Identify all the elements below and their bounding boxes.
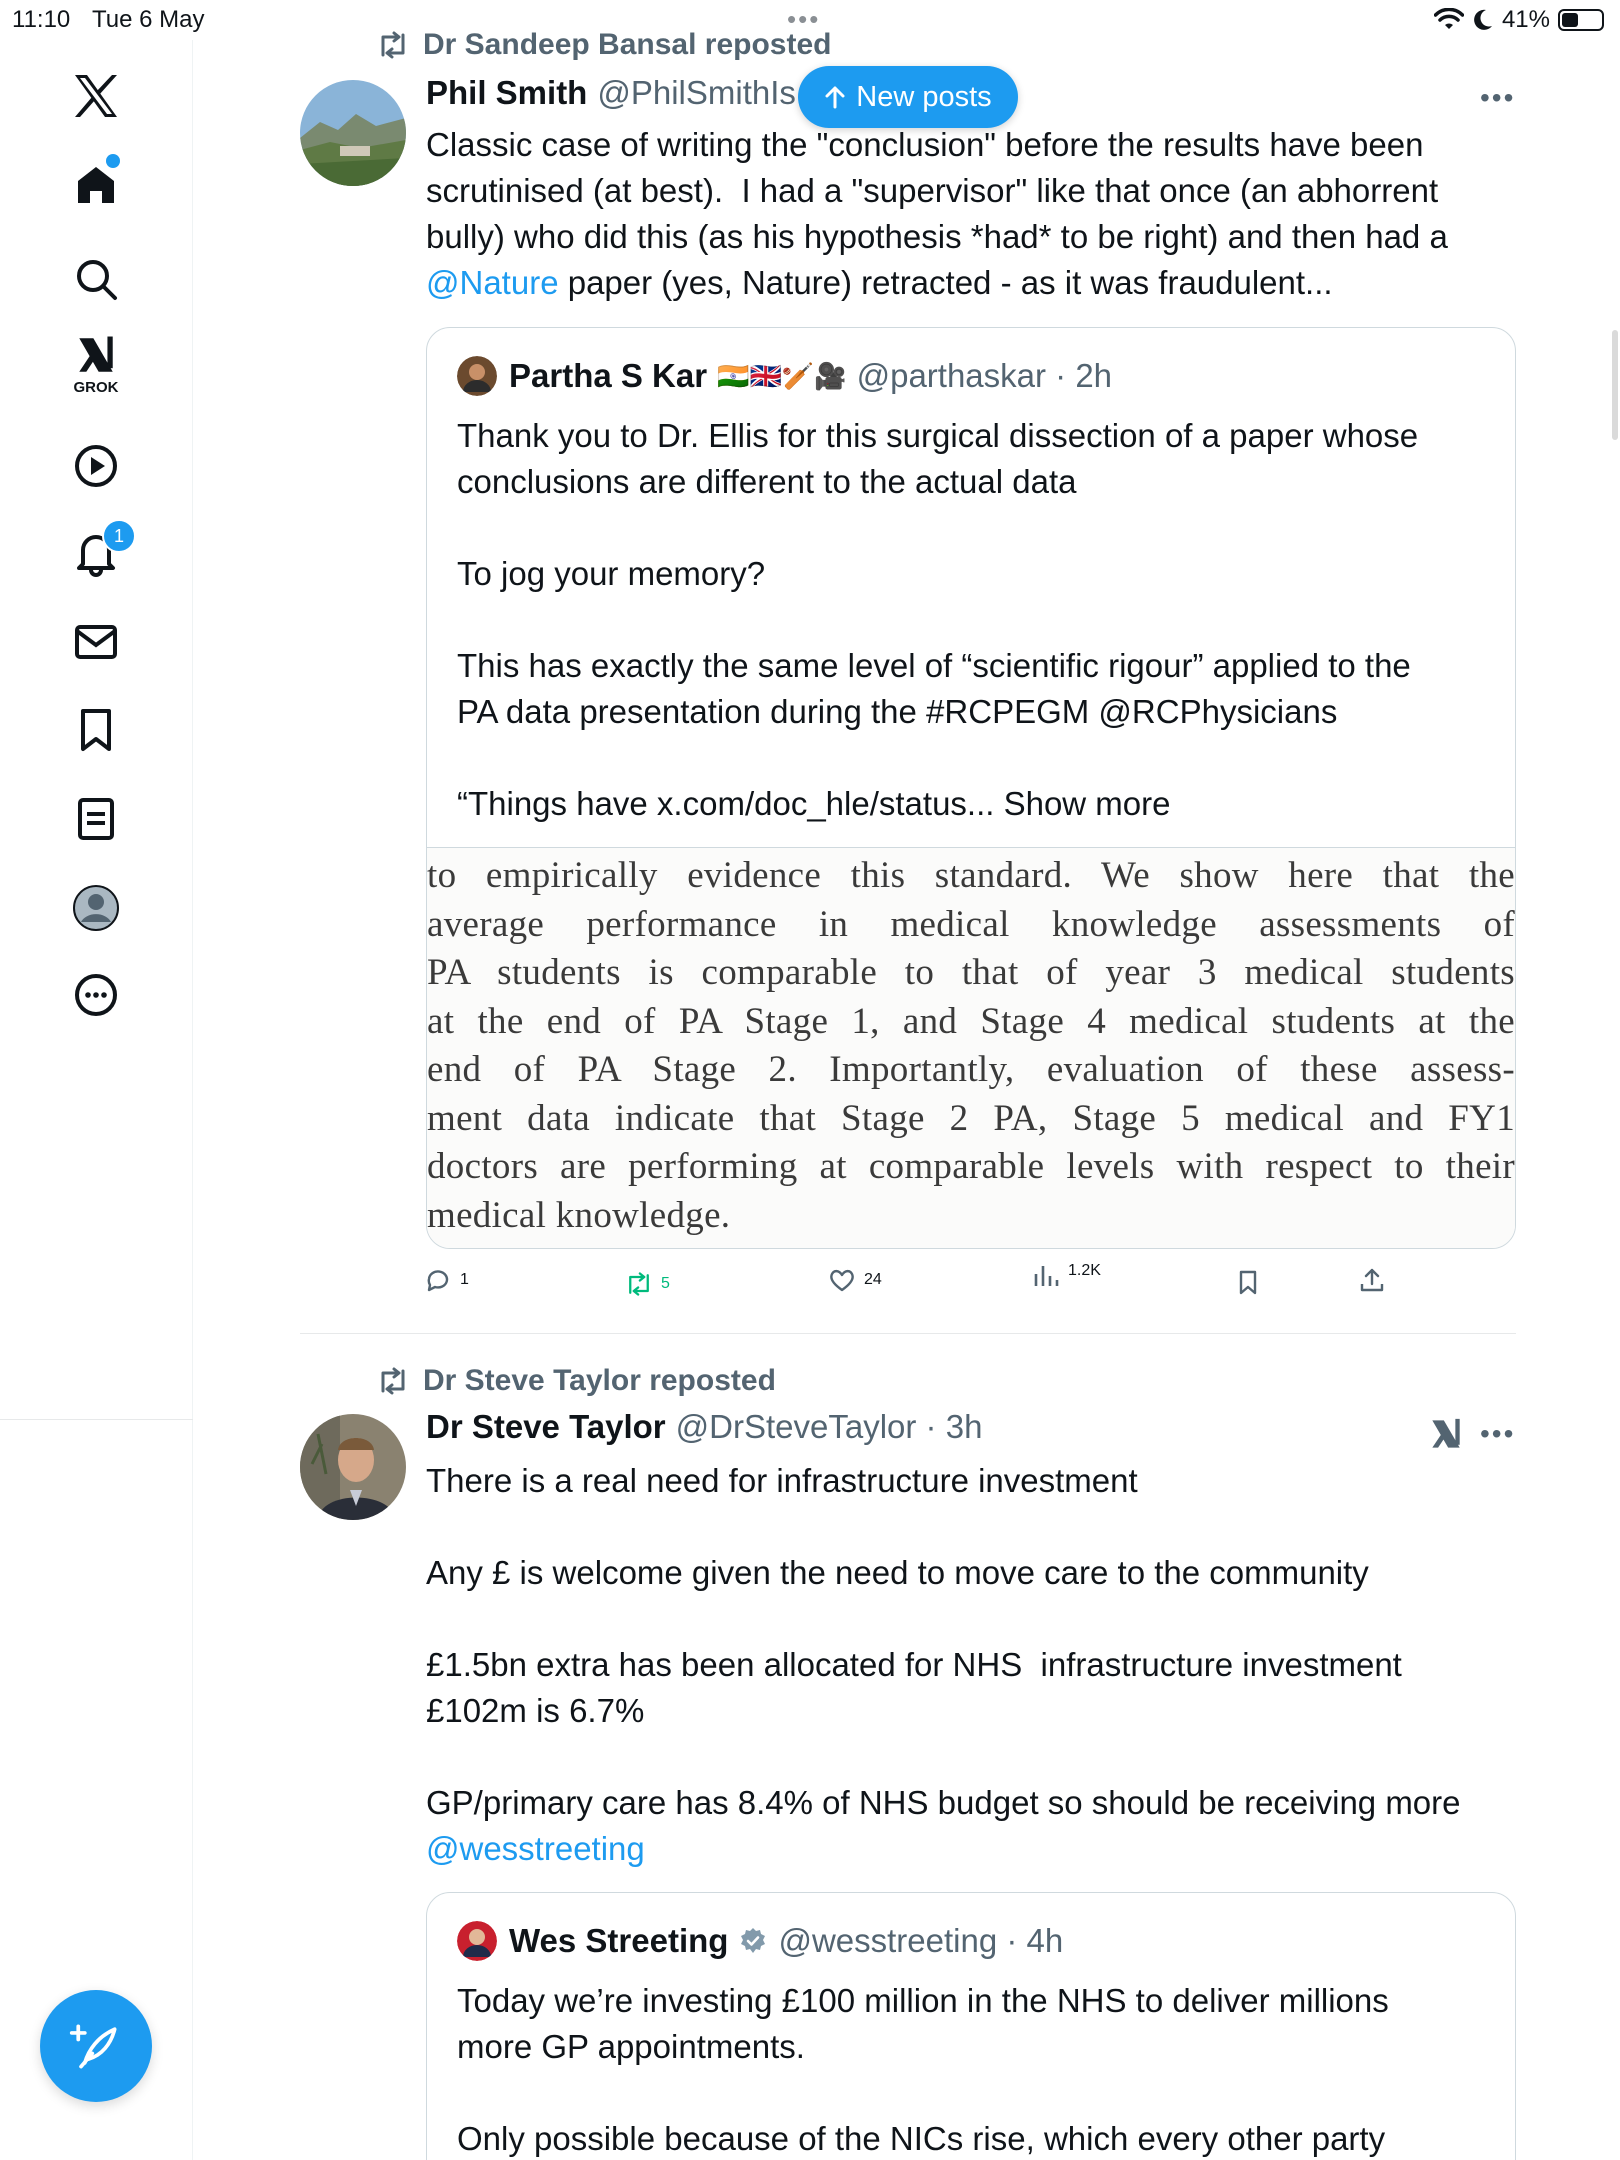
sidebar-item-home[interactable] xyxy=(60,148,132,220)
heart-icon xyxy=(828,1266,856,1294)
bookmark-icon xyxy=(1234,1268,1262,1296)
sidebar-item-bookmarks[interactable] xyxy=(60,694,132,766)
sidebar-item-profile[interactable] xyxy=(60,872,132,944)
search-icon xyxy=(71,254,121,304)
sidebar-item-video[interactable] xyxy=(60,430,132,502)
avatar-landscape-image xyxy=(300,80,406,186)
tweet-text-part: Classic case of writing the "conclusion" before the results have been scrutinised (at best). I had a "supervisor" like that once (an abhorrent bully) who did this (as his hypothesis *had* to be right) and then had a xyxy=(426,126,1448,255)
x-logo[interactable] xyxy=(60,60,132,132)
tweet-text xyxy=(426,122,1526,306)
paper-image-line: ment data indicate that Stage 2 PA, Stage 5 medical and FY1 xyxy=(427,1097,1515,1139)
quote-avatar[interactable] xyxy=(457,1921,497,1961)
quote-author-handle-time[interactable]: @parthaskar · 2h xyxy=(856,357,1113,394)
scrollbar[interactable] xyxy=(1612,330,1618,440)
tweet-text-part: There is a real need for infrastructure investment Any £ is welcome given the need to move care to the community £1.5bn extra has been allocated for NHS infrastructure investment £102m is 6.7% GP/primary care has 8.4% of NHS budget so should be receiving more xyxy=(426,1462,1461,1821)
repost-indicator xyxy=(377,28,831,62)
paper-image-line: doctors are performing at comparable levels with respect to their xyxy=(427,1146,1515,1187)
reply-button[interactable] xyxy=(424,1266,469,1294)
paper-image-line: PA students is comparable to that of year 3 medical students xyxy=(427,952,1515,993)
quote-text: Today we’re investing £100 million in the NHS to deliver millions more GP appointments. Only possible because of the NICs rise, which every other party xyxy=(457,1982,1389,2157)
compose-icon xyxy=(68,2018,124,2074)
multitasking-dots-icon[interactable]: ••• xyxy=(787,4,821,34)
author-name[interactable]: Phil Smith xyxy=(426,74,588,111)
sidebar-divider xyxy=(0,1419,193,1420)
repost-icon xyxy=(377,31,409,59)
repost-button[interactable] xyxy=(625,1270,670,1298)
share-button[interactable] xyxy=(1358,1266,1386,1294)
like-count: 24 xyxy=(864,1271,882,1288)
views-chart-icon xyxy=(1032,1262,1060,1290)
status-date: Tue 6 May xyxy=(92,6,205,33)
battery-icon xyxy=(1558,9,1604,31)
sidebar xyxy=(0,40,193,2160)
battery-percent: 41% xyxy=(1501,6,1550,33)
quote-author-name[interactable]: Wes Streeting xyxy=(509,1922,729,1959)
quote-author-emojis: 🇮🇳🇬🇧🏏🎥 xyxy=(717,360,847,391)
avatar[interactable] xyxy=(300,1414,406,1520)
status-right xyxy=(1434,6,1604,34)
share-icon xyxy=(1358,1266,1386,1294)
profile-icon xyxy=(71,883,121,933)
mention-link[interactable]: @wesstreeting xyxy=(426,1830,645,1867)
bookmark-icon xyxy=(71,705,121,755)
sidebar-item-more[interactable] xyxy=(60,959,132,1031)
arrow-up-icon xyxy=(824,85,846,109)
reply-icon xyxy=(424,1266,452,1294)
tweet-separator xyxy=(300,1333,1516,1334)
list-icon xyxy=(71,794,121,844)
sidebar-item-lists[interactable] xyxy=(60,783,132,855)
play-icon xyxy=(71,441,121,491)
author-handle[interactable]: @PhilSmithIs xyxy=(597,74,796,111)
views-button[interactable] xyxy=(1032,1262,1101,1290)
new-posts-label: New posts xyxy=(856,80,992,113)
compose-button[interactable] xyxy=(40,1990,152,2102)
author-handle-time[interactable]: @DrSteveTaylor · 3h xyxy=(675,1408,983,1445)
grok-label: GROK xyxy=(73,378,119,396)
tweet-text-part: paper (yes, Nature) retracted - as it was fraudulent... xyxy=(558,264,1333,301)
x-logo-icon xyxy=(71,71,121,121)
repost-count: 5 xyxy=(661,1275,670,1292)
tweet-text xyxy=(426,1458,1526,1872)
moon-icon xyxy=(1472,8,1494,32)
repost-by-text[interactable]: Dr Steve Taylor reposted xyxy=(423,1364,776,1397)
paper-image-line: end of PA Stage 2. Importantly, evaluation of these assess- xyxy=(427,1049,1515,1090)
quote-text: Thank you to Dr. Ellis for this surgical dissection of a paper whose conclusions are different to the actual data To jog your memory? This has exactly the same level of “scientific rigour” applied to the PA data presentation during the #RCPEGM @RCPhysicians “Things have x.com/doc_hle/status... Show more xyxy=(457,417,1419,822)
author-line xyxy=(426,1408,982,1446)
like-button[interactable] xyxy=(828,1266,882,1294)
author-name[interactable]: Dr Steve Taylor xyxy=(426,1408,666,1445)
notification-badge: 1 xyxy=(102,519,136,553)
new-posts-button[interactable] xyxy=(798,66,1018,128)
repost-icon xyxy=(625,1270,653,1298)
grok-icon xyxy=(72,333,120,377)
quoted-tweet[interactable] xyxy=(426,327,1516,1249)
wifi-icon xyxy=(1434,8,1464,32)
repost-icon xyxy=(377,1367,409,1395)
sidebar-item-notifications[interactable] xyxy=(60,517,132,589)
quote-author-handle-time[interactable]: @wesstreeting · 4h xyxy=(778,1922,1064,1959)
quoted-tweet[interactable] xyxy=(426,1892,1516,2160)
quote-avatar[interactable] xyxy=(457,356,497,396)
avatar-person-image xyxy=(300,1414,406,1520)
views-count: 1.2K xyxy=(1068,1262,1101,1279)
mention-link[interactable]: @Nature xyxy=(426,264,559,301)
more-options-icon[interactable]: ••• xyxy=(1480,1418,1516,1449)
quote-author-name[interactable]: Partha S Kar xyxy=(509,357,708,394)
more-options-icon[interactable]: ••• xyxy=(1480,82,1516,113)
avatar[interactable] xyxy=(300,80,406,186)
author-line xyxy=(426,74,796,112)
paper-image-line: at the end of PA Stage 1, and Stage 4 medical students at the xyxy=(427,1000,1515,1042)
verified-badge-icon xyxy=(738,1926,768,1956)
more-circle-icon xyxy=(71,970,121,1020)
sidebar-item-messages[interactable] xyxy=(60,606,132,678)
quote-paper-image[interactable] xyxy=(427,847,1515,1249)
paper-image-line: medical knowledge. xyxy=(427,1194,731,1236)
repost-indicator xyxy=(377,1364,776,1398)
paper-image-line: average performance in medical knowledge assessments of xyxy=(427,903,1515,945)
status-time: 11:10 xyxy=(12,6,71,33)
quote-header xyxy=(457,356,1112,396)
paper-image-line: to empirically evidence this standard. We show here that the xyxy=(427,855,1515,896)
mail-icon xyxy=(71,617,121,667)
sidebar-item-grok[interactable] xyxy=(60,328,132,400)
bookmark-button[interactable] xyxy=(1234,1268,1262,1296)
grok-icon[interactable] xyxy=(1428,1416,1464,1452)
quote-header xyxy=(457,1921,1063,1961)
repost-by-text[interactable]: Dr Sandeep Bansal reposted xyxy=(423,28,832,61)
home-dot-badge xyxy=(106,154,120,168)
reply-count: 1 xyxy=(460,1271,469,1288)
sidebar-item-explore[interactable] xyxy=(60,243,132,315)
